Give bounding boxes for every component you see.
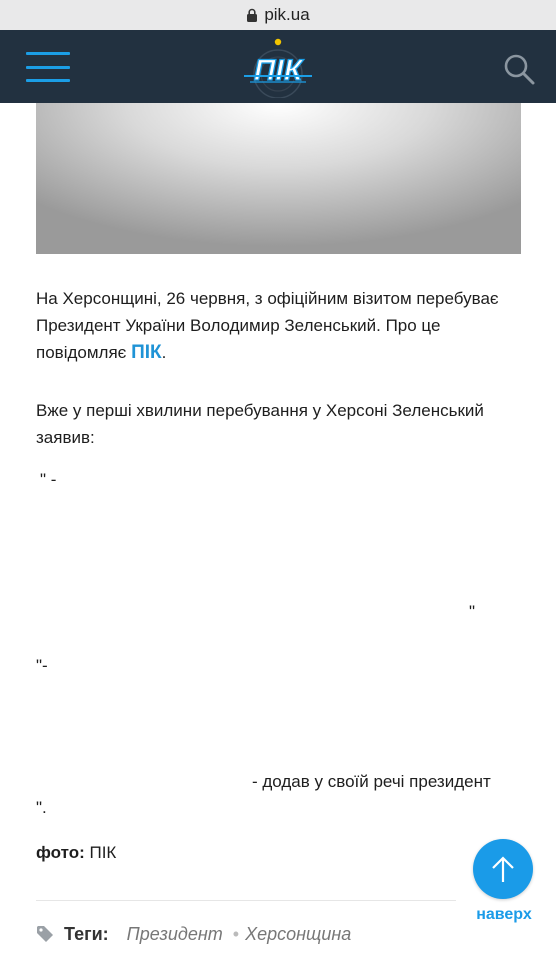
menu-icon-line bbox=[26, 79, 70, 82]
tags-label: Теги: bbox=[64, 923, 109, 944]
tag-link[interactable]: Херсонщина bbox=[245, 923, 352, 944]
logo-icon bbox=[240, 36, 316, 98]
photo-credit-label: фото: bbox=[36, 843, 85, 862]
back-to-top-label[interactable]: наверх bbox=[476, 906, 532, 923]
tag-icon bbox=[36, 925, 54, 943]
menu-icon-line bbox=[26, 66, 70, 69]
lock-icon bbox=[246, 8, 258, 23]
arrow-up-icon bbox=[490, 854, 516, 884]
site-logo[interactable] bbox=[240, 36, 316, 98]
photo-credit-value: ПІК bbox=[84, 843, 117, 862]
quote-fragment: " - bbox=[40, 470, 57, 489]
quote-fragment: - додав у своїй речі президент bbox=[252, 772, 491, 791]
source-link[interactable]: ПІК bbox=[131, 342, 162, 363]
article-photo bbox=[36, 103, 521, 254]
tag-separator: • bbox=[232, 923, 240, 944]
quote-fragment: "- bbox=[36, 656, 48, 675]
quote-fragment: ". bbox=[36, 798, 47, 817]
menu-icon-line bbox=[26, 52, 70, 55]
search-button[interactable] bbox=[502, 52, 536, 86]
search-icon bbox=[502, 52, 536, 86]
url-text: pik.ua bbox=[264, 5, 310, 24]
article-paragraph-1: На Херсонщині, 26 червня, з офіційним візитом перебуває Президент України Володимир Зеленський. Про це повідомляє ПІК. bbox=[36, 289, 499, 363]
article-paragraph-2: Вже у перші хвилини перебування у Херсоні Зеленський заявив: bbox=[36, 401, 484, 447]
divider bbox=[36, 900, 456, 901]
back-to-top-button[interactable] bbox=[473, 839, 533, 899]
menu-button[interactable] bbox=[26, 52, 70, 82]
photo-credit bbox=[36, 843, 116, 863]
logo-text: ПІК bbox=[253, 54, 303, 87]
browser-url-bar[interactable] bbox=[0, 0, 556, 30]
site-header bbox=[0, 30, 556, 103]
tag-link[interactable]: Президент bbox=[126, 923, 223, 944]
quote-fragment: " bbox=[469, 602, 476, 621]
tags-row bbox=[36, 920, 351, 948]
